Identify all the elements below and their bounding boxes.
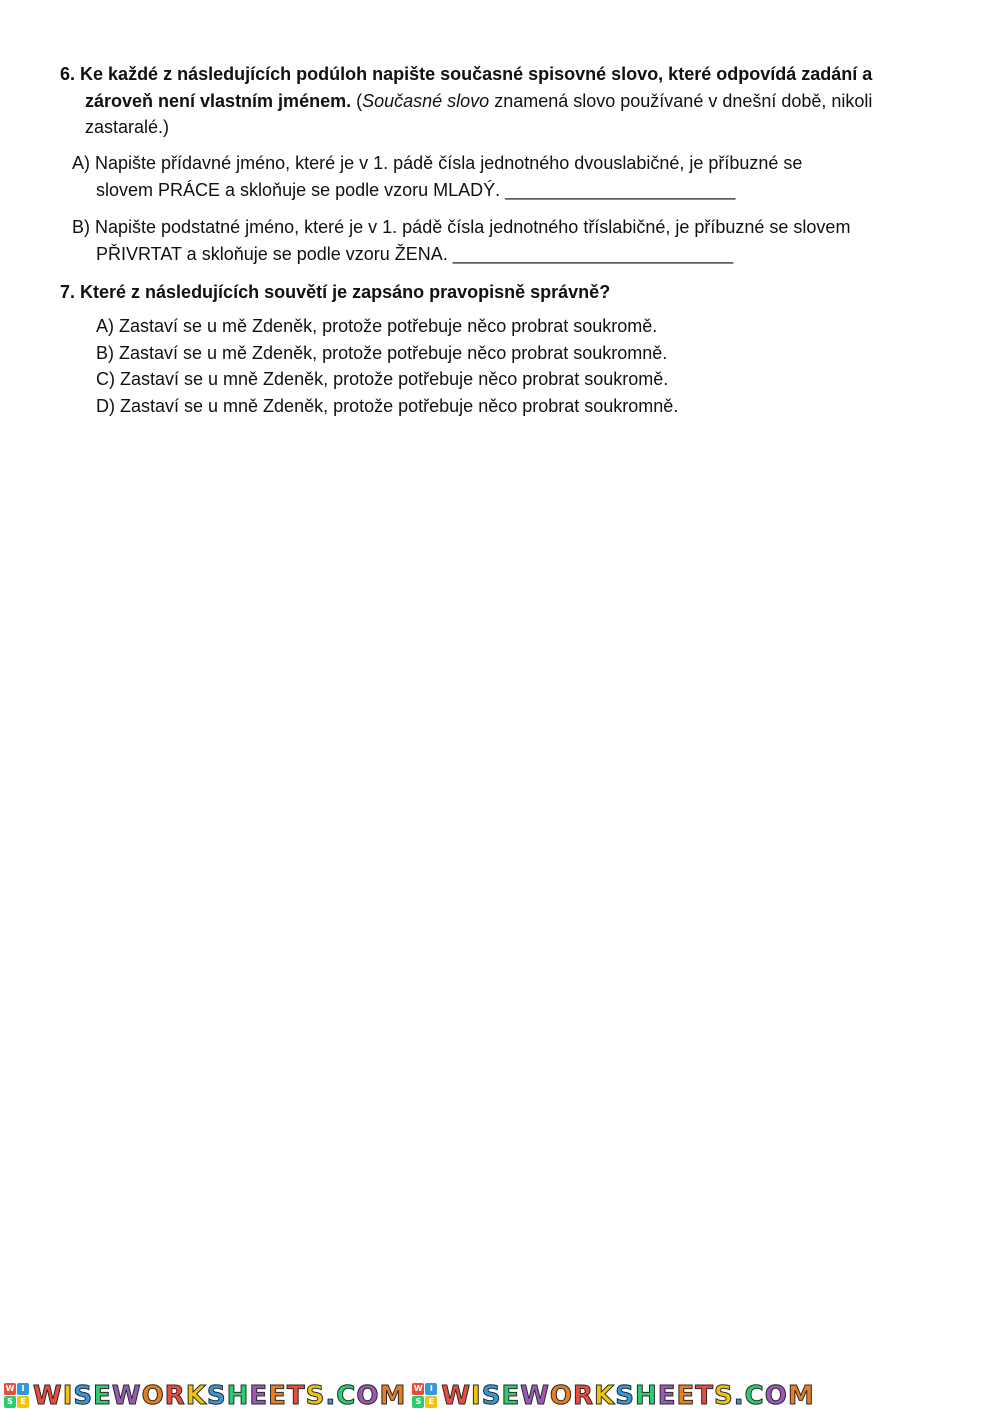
brand-letter: E bbox=[93, 1380, 112, 1411]
brand-letter: S bbox=[713, 1380, 734, 1411]
subquestion-a bbox=[72, 150, 952, 203]
brand-letter: E bbox=[268, 1380, 287, 1411]
brand-letter: T bbox=[286, 1380, 306, 1411]
brand-letter: E bbox=[501, 1380, 521, 1411]
brand-letter: R bbox=[164, 1380, 186, 1411]
explanation-rest: znamená slovo používané v dnešní době, nikoli bbox=[489, 90, 873, 111]
question-6-instruction-end: zároveň není vlastním jménem. bbox=[85, 90, 352, 111]
option-b[interactable]: B) Zastaví se u mě Zdeněk, protože potřebuje něco probrat soukromně. bbox=[96, 342, 668, 363]
brand-letter: W bbox=[441, 1380, 472, 1411]
subquestion-b bbox=[72, 214, 952, 267]
brand-text-2 bbox=[441, 1381, 814, 1411]
brand-letter: M bbox=[379, 1380, 407, 1411]
brand-letter: T bbox=[695, 1380, 714, 1411]
brand-letter: E bbox=[657, 1380, 677, 1411]
footer-watermark bbox=[0, 1378, 1000, 1413]
brand-letter: C bbox=[336, 1380, 357, 1411]
subquestion-a-line2[interactable]: slovem PRÁCE a skloňuje se podle vzoru MLADÝ. _______________________ bbox=[96, 179, 736, 200]
brand-letter: K bbox=[185, 1380, 207, 1411]
subquestion-b-line1: B) Napište podstatné jméno, které je v 1. pádě čísla jednotného tříslabičné, je příbuzné se slovem bbox=[72, 217, 851, 237]
subquestion-a-line1: A) Napište přídavné jméno, které je v 1. pádě čísla jednotného dvouslabičné, je příbuzné se bbox=[72, 153, 803, 173]
brand-text-1 bbox=[33, 1381, 406, 1411]
logo-tiles-icon: W I S E bbox=[4, 1383, 29, 1408]
subquestion-b-line2[interactable]: PŘIVRTAT a skloňuje se podle vzoru ŽENA. ____________________________ bbox=[96, 243, 734, 264]
brand-letter: S bbox=[305, 1380, 326, 1411]
brand-letter: . bbox=[325, 1380, 337, 1411]
brand-letter: O bbox=[764, 1380, 788, 1411]
brand-letter: E bbox=[676, 1380, 696, 1411]
brand-letter: K bbox=[594, 1380, 616, 1411]
italic-term: Současné slovo bbox=[362, 90, 490, 111]
brand-letter: W bbox=[111, 1380, 142, 1411]
brand-letter: O bbox=[549, 1380, 574, 1411]
brand-logo-2 bbox=[412, 1381, 814, 1411]
brand-letter: S bbox=[73, 1380, 94, 1411]
brand-letter: C bbox=[744, 1380, 765, 1411]
brand-letter: O bbox=[356, 1380, 380, 1411]
question-7-title: 7. Které z následujících souvětí je zapsáno pravopisně správně? bbox=[60, 282, 611, 302]
question-6-line2 bbox=[60, 88, 940, 115]
brand-letter: I bbox=[62, 1380, 74, 1411]
brand-letter: H bbox=[226, 1380, 250, 1411]
brand-letter: S bbox=[206, 1380, 227, 1411]
brand-letter: W bbox=[520, 1380, 550, 1411]
question-6-instruction: Ke každé z následujících podúloh napište současné spisovné slovo, které odpovídá zadání a bbox=[80, 64, 873, 84]
brand-letter: S bbox=[615, 1380, 635, 1411]
brand-letter: E bbox=[249, 1380, 269, 1411]
paren-open: ( bbox=[351, 90, 363, 111]
brand-letter: O bbox=[141, 1380, 165, 1411]
brand-letter: W bbox=[33, 1380, 63, 1411]
brand-logo-1 bbox=[4, 1381, 406, 1411]
brand-letter: . bbox=[733, 1380, 745, 1411]
brand-letter: M bbox=[787, 1380, 815, 1411]
brand-letter: S bbox=[481, 1380, 502, 1411]
option-a[interactable]: A) Zastaví se u mě Zdeněk, protože potřebuje něco probrat soukromě. bbox=[96, 316, 658, 336]
question-6 bbox=[60, 61, 940, 141]
explanation-end: zastaralé.) bbox=[85, 117, 170, 137]
question-7-options bbox=[96, 313, 678, 419]
option-c[interactable]: C) Zastaví se u mně Zdeněk, protože potřebuje něco probrat soukromě. bbox=[96, 369, 669, 389]
option-d[interactable]: D) Zastaví se u mně Zdeněk, protože potřebuje něco probrat soukromně. bbox=[96, 395, 679, 416]
question-6-number: 6. bbox=[60, 64, 76, 84]
logo-tiles-icon: W I S E bbox=[412, 1383, 437, 1408]
brand-letter: H bbox=[634, 1380, 658, 1411]
brand-letter: I bbox=[471, 1380, 482, 1411]
brand-letter: R bbox=[573, 1380, 595, 1411]
